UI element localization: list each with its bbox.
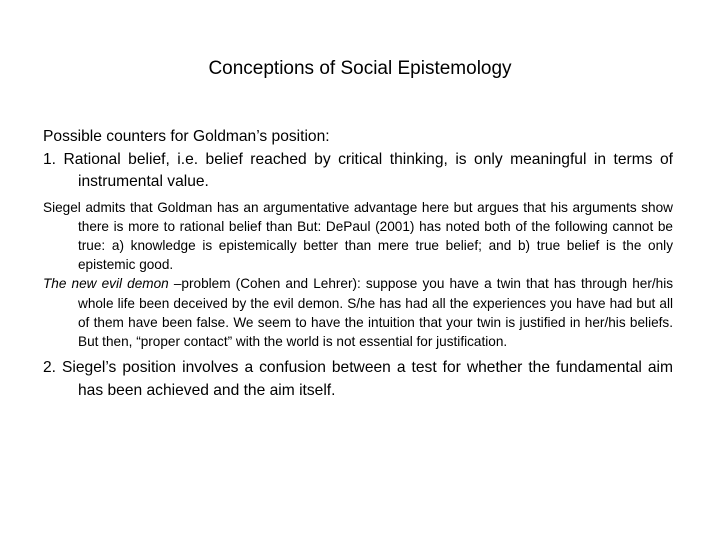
point-2: 2. Siegel’s position involves a confusion between a test for whether the fundamental aim has been achieved and the aim itself. xyxy=(43,359,673,399)
intro-line: Possible counters for Goldman’s position: xyxy=(43,128,330,145)
siegel-paragraph: Siegel admits that Goldman has an argumentative advantage here but argues that his arguments show there is more to rational belief than But: DePaul (2001) has noted both of the following cannot be true: a) knowledge is epistemically better than mere true belief; and b) true belief is the only epistemic good. xyxy=(43,199,673,273)
point-1: 1. Rational belief, i.e. belief reached by critical thinking, is only meaningful in terms of instrumental value. xyxy=(43,150,673,190)
evil-demon-text: –problem (Cohen and Lehrer): suppose you have a twin that has through her/his whole life been deceived by the evil demon. S/he has had all the experiences you have had but all of them have been false. We seem to have the intuition that your twin is justified in her/his beliefs. But then, “proper contact” with the world is not essential for justification. xyxy=(78,276,674,349)
evil-demon-paragraph xyxy=(43,274,673,351)
evil-demon-term: The new evil demon xyxy=(43,276,169,292)
slide-title: Conceptions of Social Epistemology xyxy=(208,58,512,79)
slide-body xyxy=(43,126,673,402)
